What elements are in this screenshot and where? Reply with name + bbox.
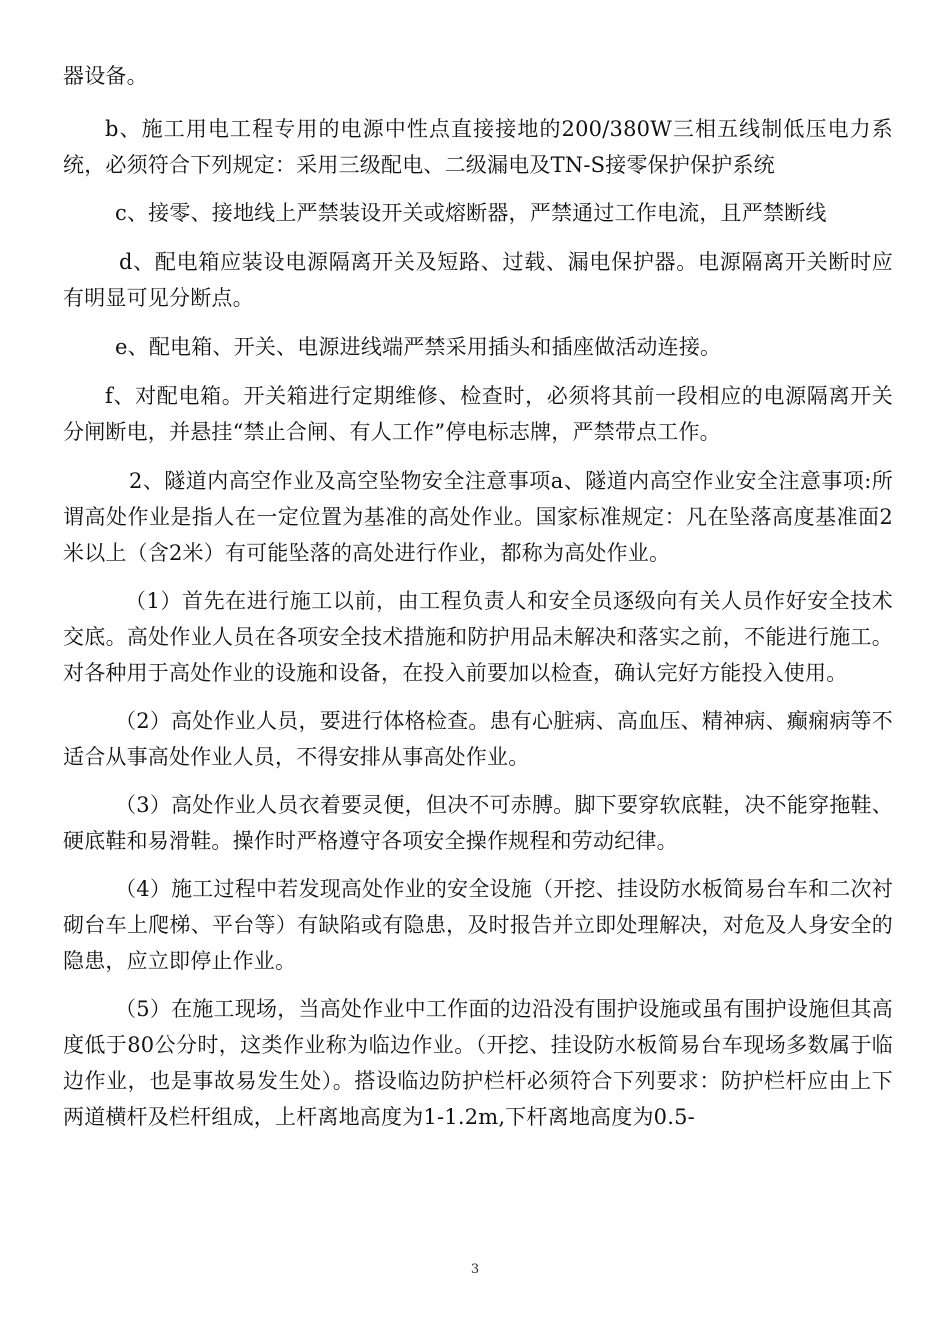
paragraph-continuation: 器设备。 xyxy=(63,64,148,88)
paragraph-c: c、接零、接地线上严禁装设开关或熔断器，严禁通过工作电流，且严禁断线 xyxy=(115,201,827,225)
paragraph-f: f、对配电箱。开关箱进行定期维修、检查时，必须将其前一段相应的电源隔离开关分闸断电，并悬挂“禁止合闸、有人工作”停电标志牌，严禁带点工作。 xyxy=(63,384,893,444)
paragraph-item-2: （2）高处作业人员，要进行体格检查。患有心脏病、高血压、精神病、癫痫病等不适合从事高处作业人员，不得安排从事高处作业。 xyxy=(63,709,893,769)
paragraph-item-4: （4）施工过程中若发现高处作业的安全设施（开挖、挂设防水板简易台车和二次衬砌台车上爬梯、平台等）有缺陷或有隐患，及时报告并立即处理解决，对危及人身安全的隐患，应立即停止作业。 xyxy=(63,877,893,973)
paragraph-item-5: （5）在施工现场，当高处作业中工作面的边沿没有围护设施或虽有围护设施但其高度低于80公分时，这类作业称为临边作业。（开挖、挂设防水板简易台车现场多数属于临边作业，也是事故易发生处）。搭设临边防护栏杆必须符合下列要求：防护栏杆应由上下两道横杆及栏杆组成，上杆离地高度为1-1.2m,下杆离地高度为0.5- xyxy=(63,997,893,1129)
section-2-heading-paragraph: 2、隧道内高空作业及高空坠物安全注意事项a、隧道内高空作业安全注意事项:所谓高处作业是指人在一定位置为基准的高处作业。国家标准规定：凡在坠落高度基准面2米以上（含2米）有可能坠落的高处进行作业，都称为高处作业。 xyxy=(63,469,893,565)
document-body xyxy=(63,58,893,1135)
paragraph-item-3: （3）高处作业人员衣着要灵便，但决不可赤膊。脚下要穿软底鞋，决不能穿拖鞋、硬底鞋和易滑鞋。操作时严格遵守各项安全操作规程和劳动纪律。 xyxy=(63,793,893,853)
paragraph-b: b、施工用电工程专用的电源中性点直接接地的200/380W三相五线制低压电力系统，必须符合下列规定：采用三级配电、二级漏电及TN-S接零保护保护系统 xyxy=(63,117,893,177)
paragraph-e: e、配电箱、开关、电源进线端严禁采用插头和插座做活动连接。 xyxy=(115,335,722,359)
page-number: 3 xyxy=(470,1262,480,1277)
paragraph-d: d、配电箱应装设电源隔离开关及短路、过载、漏电保护器。电源隔离开关断时应有明显可见分断点。 xyxy=(63,250,893,310)
paragraph-item-1: （1）首先在进行施工以前，由工程负责人和安全员逐级向有关人员作好安全技术交底。高处作业人员在各项安全技术措施和防护用品未解决和落实之前，不能进行施工。对各种用于高处作业的设施和设备，在投入前要加以检查，确认完好方能投入使用。 xyxy=(63,589,893,685)
